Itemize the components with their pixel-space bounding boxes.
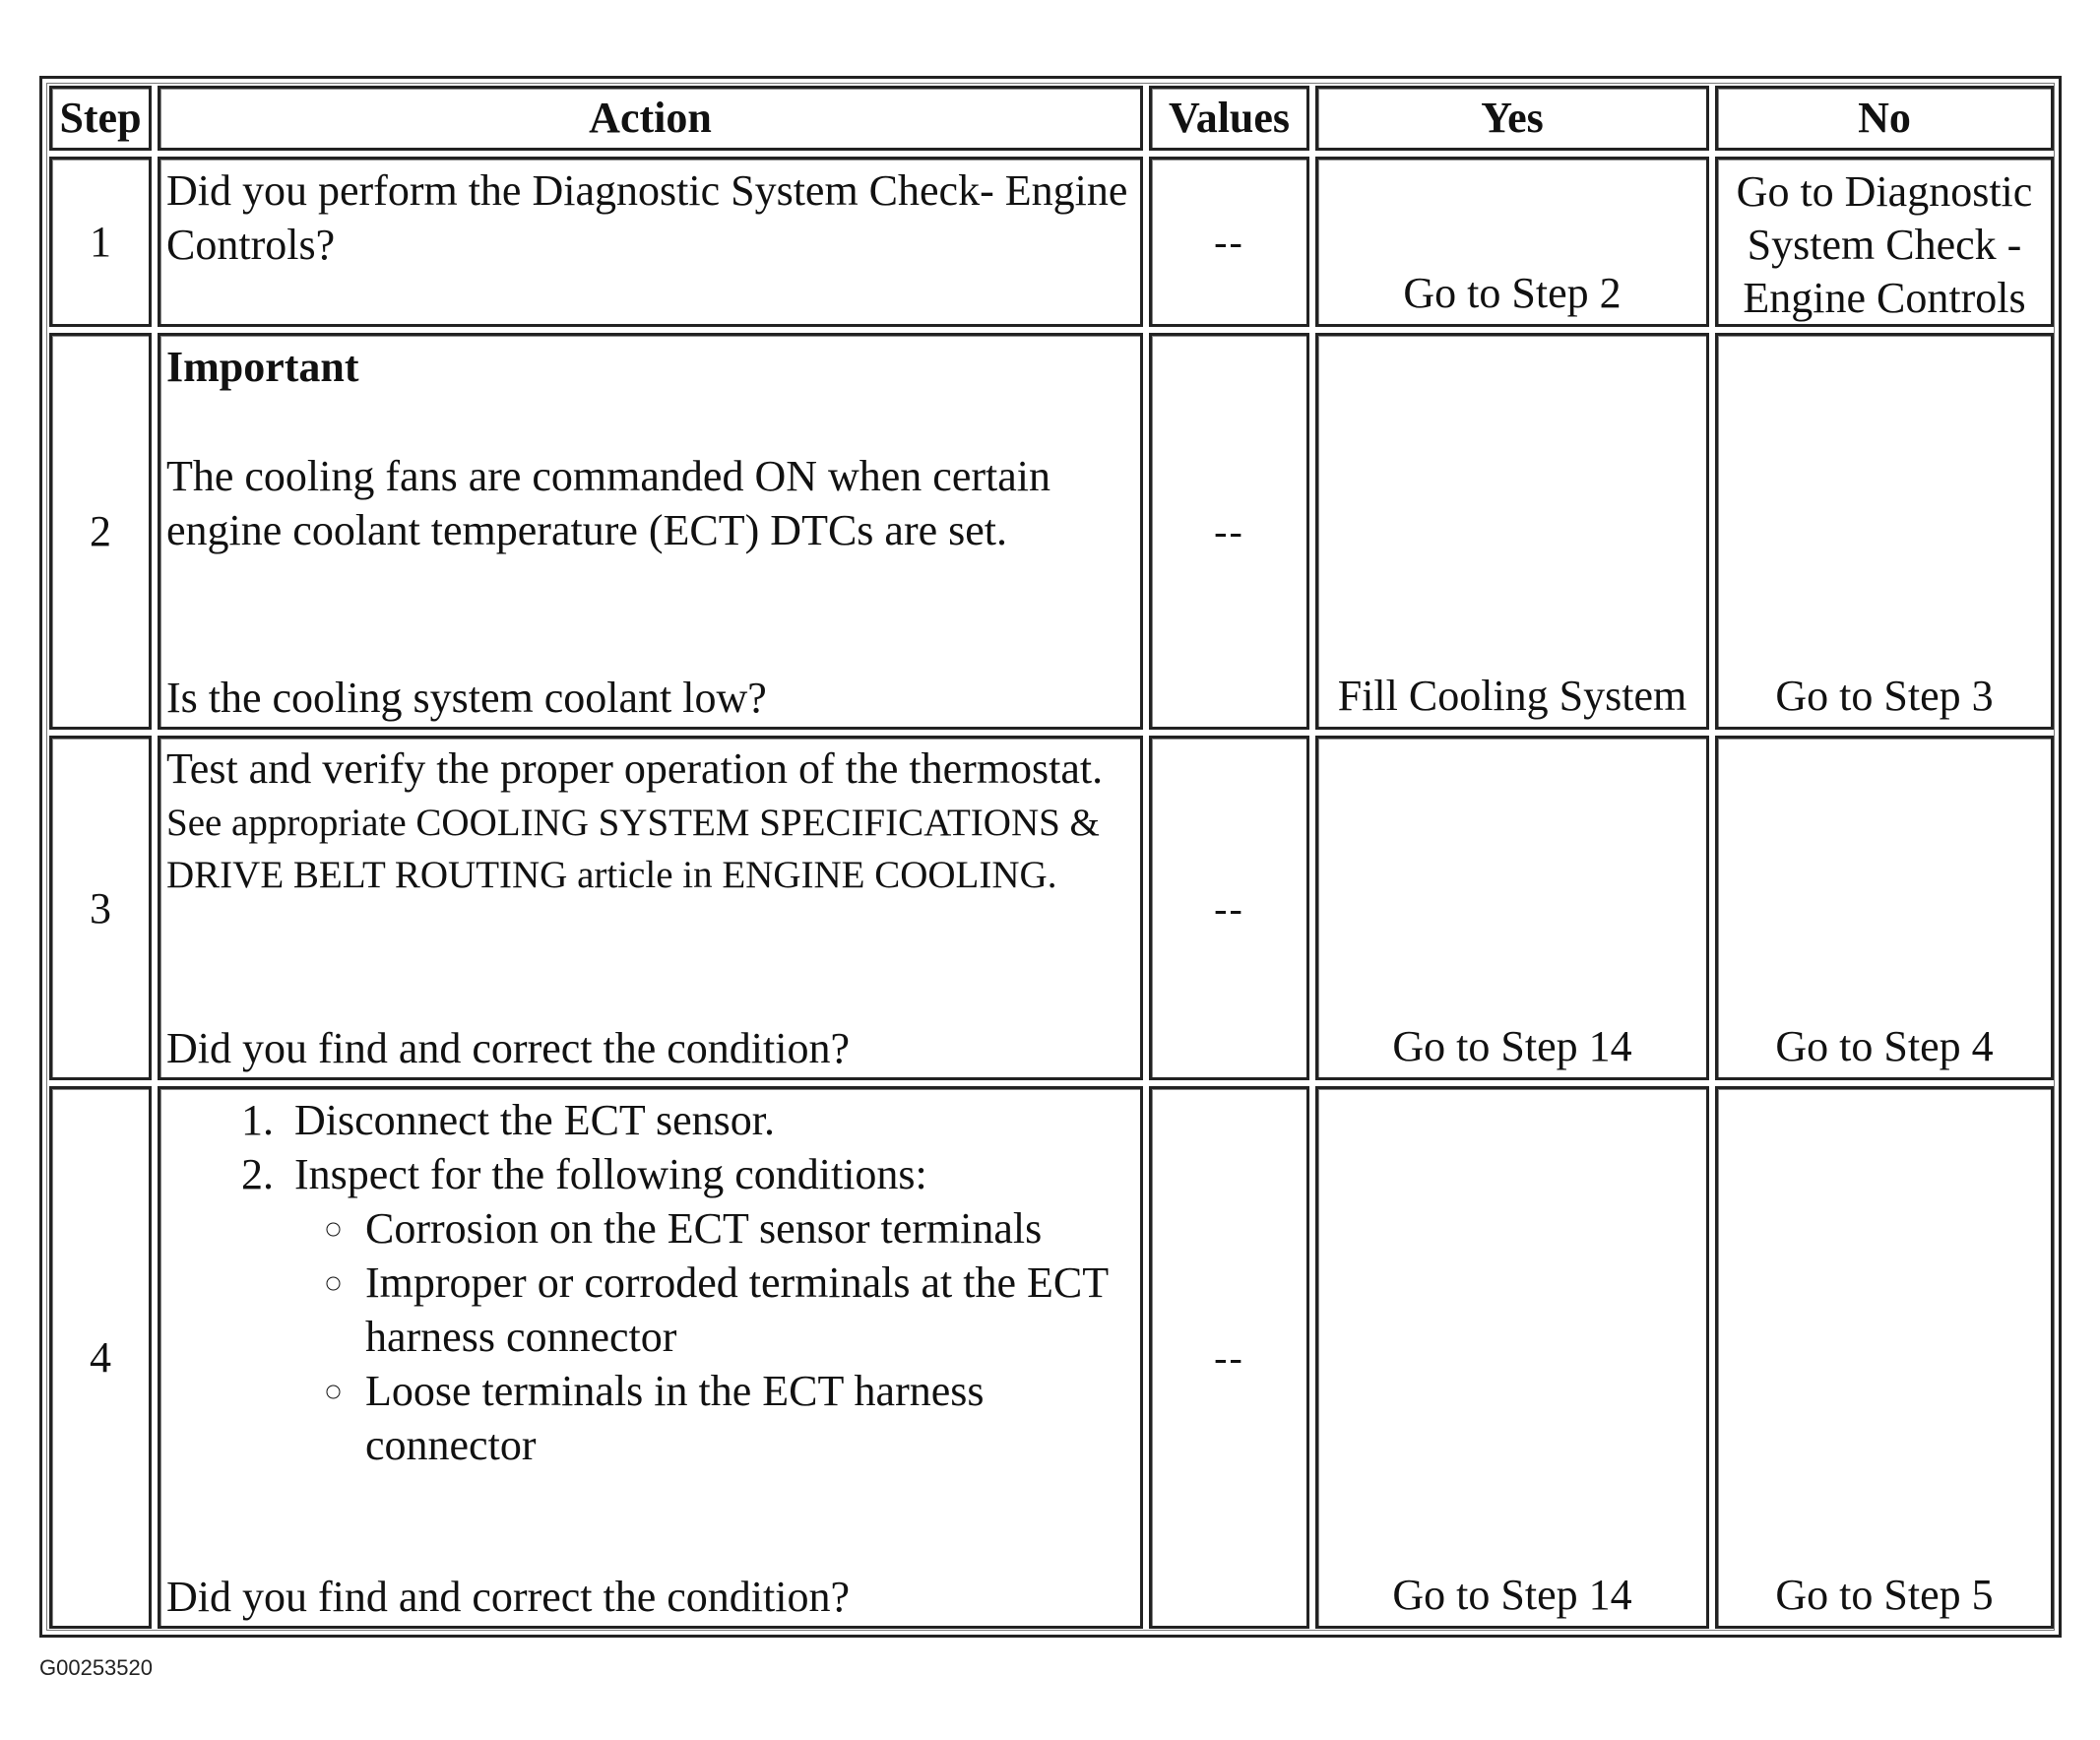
- row-4-no: [1715, 1086, 2054, 1629]
- sub-list-item: [359, 1201, 1134, 1256]
- row-4-step: [49, 1086, 152, 1629]
- sub-list-item-text: Corrosion on the ECT sensor terminals: [365, 1204, 1043, 1253]
- row-2-step: [49, 333, 152, 730]
- list-item: [285, 1093, 1134, 1147]
- row-3-step-number: 3: [90, 883, 111, 933]
- row-1-values: [1149, 157, 1309, 327]
- row-2-no: [1715, 333, 2054, 730]
- row-3-action-text: Test and verify the proper operation of the thermostat.: [166, 744, 1104, 793]
- list-item: [285, 1147, 1134, 1472]
- row-2-question: Is the cooling system coolant low?: [166, 674, 767, 722]
- header-values: [1149, 86, 1309, 151]
- row-2-step-number: 2: [90, 507, 111, 555]
- row-1-values-text: --: [1214, 220, 1244, 264]
- sub-list-item: [359, 1256, 1134, 1364]
- row-1-yes: [1315, 157, 1709, 327]
- row-4-values-text: --: [1214, 1335, 1244, 1380]
- figure-code: G00253520: [39, 1655, 153, 1680]
- row-1-yes-text: Go to Step 2: [1403, 269, 1622, 317]
- row-4-step-number: 4: [90, 1333, 111, 1382]
- row-1-action: [158, 157, 1143, 327]
- header-action-label: Action: [589, 94, 712, 142]
- header-yes: [1315, 86, 1709, 151]
- row-3-action: [158, 736, 1143, 1080]
- row-4-numbered-list: [166, 1093, 1134, 1472]
- sub-list-item: [359, 1364, 1134, 1472]
- list-item-text: Inspect for the following conditions:: [294, 1150, 927, 1198]
- row-4-action: [158, 1086, 1143, 1629]
- row-3-no: [1715, 736, 2054, 1080]
- row-4-yes-text: Go to Step 14: [1392, 1571, 1632, 1619]
- important-label: Important: [166, 343, 359, 391]
- row-1-no: [1715, 157, 2054, 327]
- condition-sublist: [294, 1201, 1134, 1472]
- sub-list-item-text: Loose terminals in the ECT harness connector: [365, 1367, 985, 1469]
- row-3-step: [49, 736, 152, 1080]
- row-4-no-text: Go to Step 5: [1775, 1571, 1994, 1619]
- row-4-values: [1149, 1086, 1309, 1629]
- header-values-label: Values: [1168, 94, 1291, 142]
- row-1-no-text: Go to Diagnostic System Check - Engine Controls: [1736, 167, 2033, 322]
- row-3-values-text: --: [1214, 885, 1244, 931]
- row-4-yes: [1315, 1086, 1709, 1629]
- header-no-label: No: [1858, 94, 1911, 142]
- row-2-yes-text: Fill Cooling System: [1337, 672, 1687, 720]
- row-3-yes: [1315, 736, 1709, 1080]
- header-action: [158, 86, 1143, 151]
- row-2-values: [1149, 333, 1309, 730]
- header-yes-label: Yes: [1481, 94, 1544, 142]
- header-step-label: Step: [59, 94, 142, 142]
- row-1-step: [49, 157, 152, 327]
- row-4-question: Did you find and correct the condition?: [166, 1573, 851, 1621]
- row-3-no-text: Go to Step 4: [1775, 1022, 1994, 1070]
- row-1-action-text: Did you perform the Diagnostic System Check- Engine Controls?: [166, 166, 1128, 269]
- row-2-yes: [1315, 333, 1709, 730]
- row-2-action-text: The cooling fans are commanded ON when certain engine coolant temperature (ECT) DTCs are set.: [166, 452, 1050, 554]
- row-3-question: Did you find and correct the condition?: [166, 1024, 851, 1072]
- row-2-values-text: --: [1214, 509, 1244, 553]
- row-2-action: [158, 333, 1143, 730]
- row-3-action-reference: See appropriate COOLING SYSTEM SPECIFICATIONS & DRIVE BELT ROUTING article in ENGINE COOLING.: [166, 802, 1100, 896]
- header-step: [49, 86, 152, 151]
- row-1-step-number: 1: [90, 218, 111, 266]
- row-2-no-text: Go to Step 3: [1775, 672, 1994, 720]
- sub-list-item-text: Improper or corroded terminals at the ECT harness connector: [365, 1258, 1109, 1361]
- row-3-values: [1149, 736, 1309, 1080]
- header-no: [1715, 86, 2054, 151]
- row-3-yes-text: Go to Step 14: [1392, 1022, 1632, 1070]
- list-item-text: Disconnect the ECT sensor.: [294, 1096, 775, 1144]
